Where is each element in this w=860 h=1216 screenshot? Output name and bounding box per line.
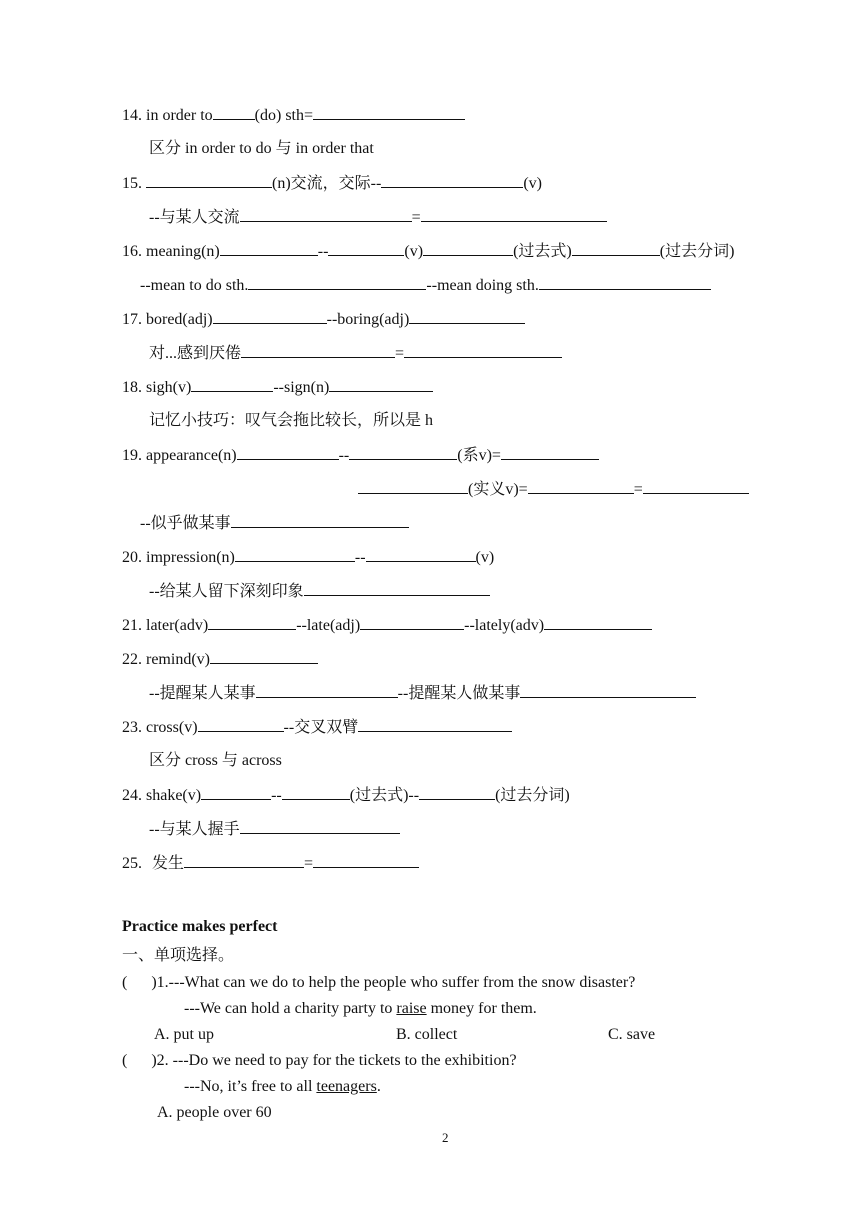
answer-blank[interactable] bbox=[184, 853, 304, 868]
answer-blank[interactable] bbox=[501, 445, 599, 460]
item-text: --mean to do sth. bbox=[140, 277, 249, 294]
item-24-sub bbox=[149, 819, 400, 840]
underlined-word: raise bbox=[396, 1000, 427, 1017]
item-17-sub bbox=[149, 343, 562, 364]
item-number: 21. bbox=[122, 617, 142, 634]
item-text: sigh(v) bbox=[146, 379, 192, 396]
item-text: shake(v) bbox=[146, 787, 202, 804]
answer-blank[interactable] bbox=[241, 343, 395, 358]
item-23 bbox=[122, 717, 512, 738]
answer-blank[interactable] bbox=[313, 853, 419, 868]
item-number: 16. bbox=[122, 243, 142, 260]
item-text: bored(adj) bbox=[146, 311, 213, 328]
item-text: (n)交流，交际-- bbox=[272, 175, 382, 192]
item-text: 对...感到厌倦 bbox=[149, 345, 242, 362]
item-19-sub bbox=[140, 513, 409, 534]
answer-blank[interactable] bbox=[213, 105, 255, 120]
answer-blank[interactable] bbox=[313, 105, 465, 120]
item-25 bbox=[122, 853, 419, 874]
reply-text: ---We can hold a charity party to bbox=[184, 1000, 397, 1017]
item-text: (v) bbox=[523, 175, 542, 192]
item-text: --给某人留下深刻印象 bbox=[149, 583, 304, 600]
answer-blank[interactable] bbox=[366, 547, 476, 562]
answer-blank[interactable] bbox=[643, 479, 749, 494]
answer-blank[interactable] bbox=[282, 785, 350, 800]
reply-text: . bbox=[376, 1078, 381, 1095]
answer-blank[interactable] bbox=[528, 479, 634, 494]
item-text: --boring(adj) bbox=[326, 311, 410, 328]
answer-blank[interactable] bbox=[213, 309, 327, 324]
question-1-reply bbox=[184, 999, 537, 1019]
item-15 bbox=[122, 173, 542, 194]
answer-blank[interactable] bbox=[349, 445, 457, 460]
answer-blank[interactable] bbox=[220, 241, 318, 256]
item-16-sub bbox=[140, 275, 711, 296]
answer-blank[interactable] bbox=[520, 683, 696, 698]
item-text: -- bbox=[338, 447, 350, 464]
answer-blank[interactable] bbox=[146, 173, 272, 188]
item-24 bbox=[122, 785, 570, 806]
reply-text: money for them. bbox=[426, 1000, 537, 1017]
item-number: 17. bbox=[122, 311, 142, 328]
item-text: --提醒某人某事 bbox=[149, 685, 256, 702]
answer-blank[interactable] bbox=[404, 343, 562, 358]
item-20-sub bbox=[149, 581, 490, 602]
item-text: remind(v) bbox=[146, 651, 210, 668]
answer-blank[interactable] bbox=[360, 615, 464, 630]
item-text: meaning(n) bbox=[146, 243, 220, 260]
item-text: (过去分词) bbox=[659, 243, 735, 260]
item-text: = bbox=[411, 209, 421, 226]
item-14-note: 区分 in order to do 与 in order that bbox=[149, 140, 374, 157]
answer-blank[interactable] bbox=[208, 615, 296, 630]
item-text: appearance(n) bbox=[146, 447, 237, 464]
question-1 bbox=[122, 973, 635, 993]
answer-blank[interactable] bbox=[240, 819, 400, 834]
item-14 bbox=[122, 105, 465, 126]
item-text: --mean doing sth. bbox=[426, 277, 539, 294]
item-text: = bbox=[395, 345, 405, 362]
item-number: 20. bbox=[122, 549, 142, 566]
answer-blank[interactable] bbox=[421, 207, 607, 222]
item-number: 23. bbox=[122, 719, 142, 736]
answer-blank[interactable] bbox=[539, 275, 711, 290]
question-stem: 1.---What can we do to help the people who suffer from the snow disaster? bbox=[156, 974, 636, 991]
answer-blank[interactable] bbox=[358, 479, 468, 494]
item-text: = bbox=[304, 855, 314, 872]
answer-blank[interactable] bbox=[572, 241, 660, 256]
item-text: (过去分词) bbox=[495, 787, 570, 804]
answer-blank[interactable] bbox=[201, 785, 271, 800]
item-text: (v) bbox=[404, 243, 424, 260]
section-heading: Practice makes perfect bbox=[122, 918, 278, 935]
item-number: 19. bbox=[122, 447, 142, 464]
answer-blank[interactable] bbox=[240, 207, 412, 222]
answer-blank[interactable] bbox=[235, 547, 355, 562]
item-text: in order to bbox=[146, 107, 213, 124]
answer-blank[interactable] bbox=[210, 649, 318, 664]
section-title: 一、单项选择。 bbox=[122, 947, 235, 964]
answer-paren[interactable]: ( ) bbox=[122, 974, 157, 991]
item-text: --lately(adv) bbox=[464, 617, 545, 634]
item-number: 14. bbox=[122, 107, 142, 124]
item-number: 24. bbox=[122, 787, 142, 804]
option-a[interactable]: A. put up bbox=[154, 1026, 214, 1043]
answer-blank[interactable] bbox=[256, 683, 398, 698]
answer-blank[interactable] bbox=[328, 241, 404, 256]
item-text: (过去式) bbox=[513, 243, 572, 260]
answer-paren[interactable]: ( ) bbox=[122, 1052, 157, 1069]
question-2-reply bbox=[184, 1077, 381, 1097]
option-b[interactable]: B. collect bbox=[396, 1026, 458, 1043]
item-20 bbox=[122, 547, 494, 568]
item-22 bbox=[122, 649, 318, 670]
item-number: 25. bbox=[122, 855, 142, 872]
item-text: --提醒某人做某事 bbox=[397, 685, 521, 702]
answer-blank[interactable] bbox=[198, 717, 284, 732]
item-text: 发生 bbox=[152, 855, 185, 872]
answer-blank[interactable] bbox=[329, 377, 433, 392]
answer-blank[interactable] bbox=[544, 615, 652, 630]
item-number: 22. bbox=[122, 651, 142, 668]
answer-blank[interactable] bbox=[419, 785, 495, 800]
option-a[interactable]: A. people over 60 bbox=[157, 1104, 272, 1121]
item-19 bbox=[122, 445, 599, 466]
answer-blank[interactable] bbox=[358, 717, 512, 732]
item-number: 15. bbox=[122, 175, 142, 192]
item-text: cross(v) bbox=[146, 719, 198, 736]
item-19-cont bbox=[358, 479, 749, 500]
answer-blank[interactable] bbox=[231, 513, 409, 528]
item-text: -- bbox=[317, 243, 329, 260]
item-21 bbox=[122, 615, 652, 636]
item-text: later(adv) bbox=[146, 617, 209, 634]
underlined-word: teenagers bbox=[316, 1078, 377, 1095]
item-text: --与某人交流 bbox=[149, 209, 240, 226]
item-18 bbox=[122, 377, 433, 398]
item-23-note: 区分 cross 与 across bbox=[149, 752, 282, 769]
item-text: (do) sth= bbox=[254, 107, 314, 124]
answer-blank[interactable] bbox=[304, 581, 490, 596]
question-stem: 2. ---Do we need to pay for the tickets to the exhibition? bbox=[156, 1052, 517, 1069]
answer-blank[interactable] bbox=[409, 309, 525, 324]
answer-blank[interactable] bbox=[423, 241, 513, 256]
reply-text: ---No, it’s free to all bbox=[184, 1078, 317, 1095]
item-text: = bbox=[633, 481, 643, 498]
item-22-sub bbox=[149, 683, 696, 704]
option-c[interactable]: C. save bbox=[608, 1026, 656, 1043]
item-text: impression(n) bbox=[146, 549, 235, 566]
item-15-sub bbox=[149, 207, 607, 228]
answer-blank[interactable] bbox=[191, 377, 273, 392]
item-text: --与某人握手 bbox=[149, 821, 240, 838]
item-text: -- bbox=[271, 787, 282, 804]
answer-blank[interactable] bbox=[381, 173, 523, 188]
item-16 bbox=[122, 241, 734, 262]
item-text: --late(adj) bbox=[296, 617, 361, 634]
item-text: (系v)= bbox=[457, 447, 501, 464]
item-18-note: 记忆小技巧：叹气会拖比较长，所以是 h bbox=[149, 412, 434, 429]
item-text: (过去式)-- bbox=[349, 787, 420, 804]
item-number: 18. bbox=[122, 379, 142, 396]
item-17 bbox=[122, 309, 525, 330]
item-text: --sign(n) bbox=[273, 379, 330, 396]
question-2 bbox=[122, 1051, 517, 1071]
page-number: 2 bbox=[442, 1130, 449, 1145]
item-text: -- bbox=[354, 549, 366, 566]
item-text: --似乎做某事 bbox=[140, 515, 231, 532]
item-text: (v) bbox=[475, 549, 495, 566]
item-text: --交叉双臂 bbox=[283, 719, 359, 736]
answer-blank[interactable] bbox=[248, 275, 426, 290]
item-text: (实义v)= bbox=[468, 481, 528, 498]
answer-blank[interactable] bbox=[237, 445, 339, 460]
